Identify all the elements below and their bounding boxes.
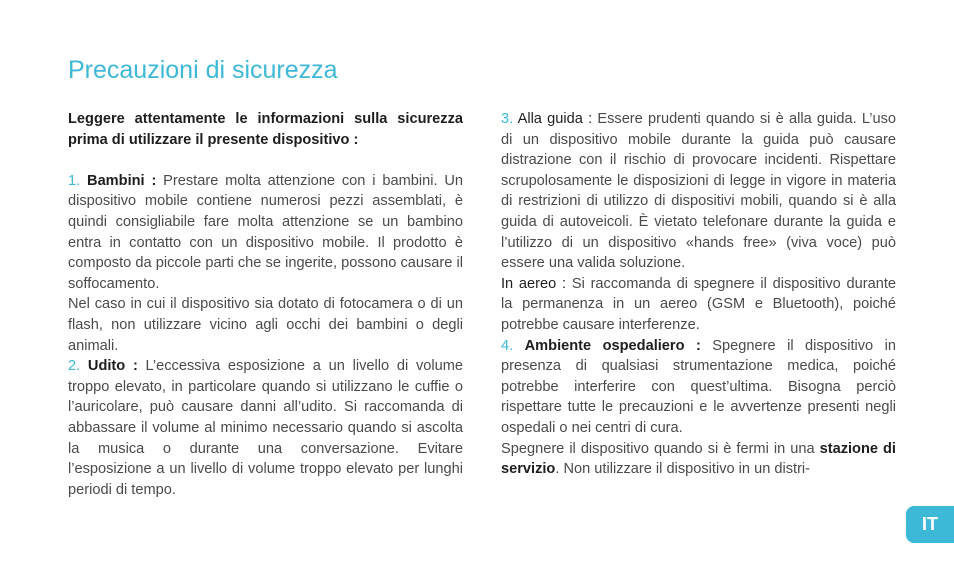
section-bambini	[68, 171, 463, 295]
language-badge: IT	[906, 506, 954, 543]
section-stazione	[501, 439, 896, 480]
section-term: Alla guida :	[517, 111, 593, 127]
section-term: Bambini :	[87, 172, 157, 189]
section-number: 2.	[68, 358, 81, 375]
right-column	[501, 109, 896, 480]
section-text: L’eccessiva esposizione a un livello di volume troppo elevato, in particolare quando si utilizzano le cuffie o l’auricolare, può causare danni all’udito. Si raccomanda di abbassare il volume al minimo necessario quando si ascolta la musica o durante una conversazione. Evitare l’esposizione a un livello di volume troppo elevato per lunghi periodi di tempo.	[68, 358, 463, 498]
section-text: Si raccomanda di spegnere il dispositivo durante la permanenza in un aereo (GSM e Bluetooth), poiché potrebbe causare interferenze.	[501, 275, 896, 333]
intro-text: Leggere attentamente le informazioni sulla sicurezza prima di utilizzare il presente dispositivo :	[68, 111, 463, 148]
section-ospedaliero	[501, 336, 896, 439]
section-text: . Non utilizzare il dispositivo in un distri-	[555, 461, 811, 478]
section-number: 1.	[68, 172, 81, 189]
section-text: Prestare molta attenzione con i bambini. Un dispositivo mobile contiene numerosi pezzi assemblati, è quindi consigliabile fare molta attenzione se un bambino entra in contatto con un dispositivo mobile. Il prodotto è composto da piccole parti che se ingerite, possono causare il soffocamento.	[68, 172, 463, 292]
section-text: Spegnere il dispositivo quando si è fermi in una	[501, 440, 820, 457]
section-term: Udito :	[87, 358, 138, 375]
page-title: Precauzioni di sicurezza	[68, 56, 338, 84]
section-bambini-extra: Nel caso in cui il dispositivo sia dotato di fotocamera o di un flash, non utilizzare vicino agli occhi dei bambini o degli animali.	[68, 296, 463, 354]
section-text: Spegnere il dispositivo in presenza di qualsiasi strumentazione medica, poiché potrebbe interferire con quest’ultima. Bisogna perciò rispettare tutte le precauzioni e le avvertenze presenti negli ospedali o nei centri di cura.	[501, 337, 896, 436]
section-aereo	[501, 274, 896, 336]
section-guida	[501, 109, 896, 274]
section-term: In aereo :	[501, 275, 567, 292]
section-number: 4.	[501, 337, 514, 354]
section-text: Essere prudenti quando si è alla guida. L’uso di un dispositivo mobile durante la guida può causare distrazione con il rischio di provocare incidenti. Rispettare scrupolosamente le disposizioni di legge in vigore in materia di restrizioni di utilizzo di dispositivi mobili, quando si è alla guida di autoveicoli. È vietato telefonare durante la guida e l’utilizzo di un dispositivo «hands free» (viva voce) può essere una valida soluzione.	[501, 111, 896, 272]
section-term: stazione di servizio	[501, 440, 896, 478]
left-column	[68, 109, 463, 500]
section-udito	[68, 356, 463, 500]
section-term: Ambiente ospedaliero :	[524, 337, 701, 354]
section-number: 3.	[501, 111, 514, 127]
